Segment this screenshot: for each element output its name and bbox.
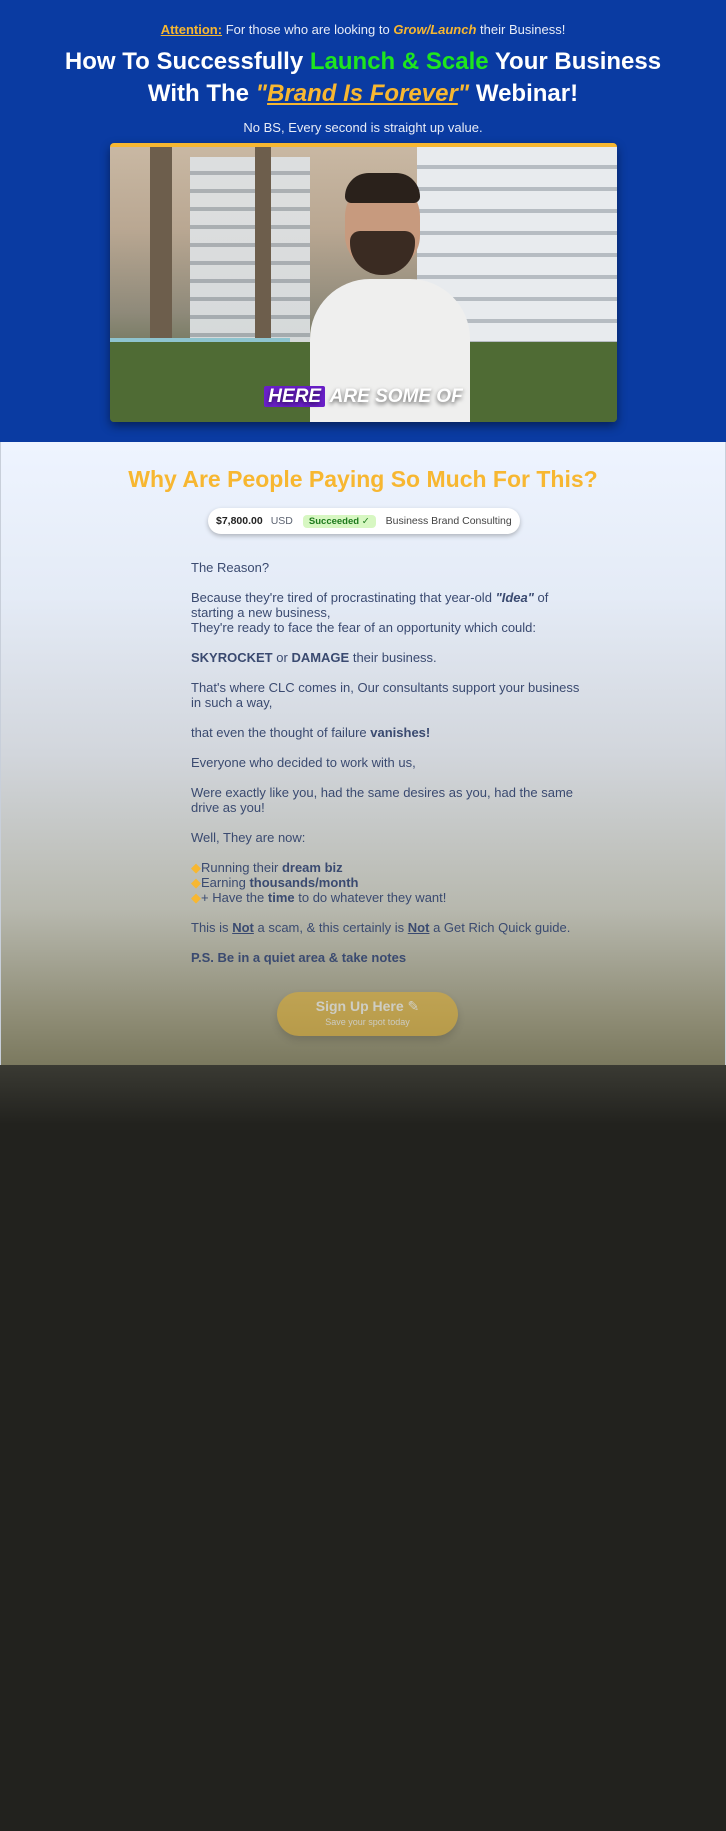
paragraph-now: Well, They are now:: [191, 830, 306, 845]
video-background-building: [190, 157, 310, 357]
payment-amount: $7,800.00: [216, 515, 263, 527]
diamond-icon: ◆: [191, 890, 201, 905]
webinar-video[interactable]: [110, 143, 617, 422]
body-copy: [191, 560, 581, 980]
signup-button[interactable]: [277, 992, 458, 1036]
paragraph-everyone: Everyone who decided to work with us,: [191, 755, 416, 770]
hero-subline: No BS, Every second is straight up value.: [243, 120, 483, 135]
paragraph-procrastinating: Because they're tired of procrastinating that year-old "Idea" of starting a new business, They're ready to face the fear of an opportunity which could:: [191, 590, 549, 635]
headline-part1: How To Successfully: [64, 48, 304, 75]
section-title: Why Are People Paying So Much For This?: [128, 466, 598, 492]
paragraph-like-you: Were exactly like you, had the same desires as you, had the same drive as you!: [191, 785, 574, 815]
video-caption-highlight: HERE: [264, 386, 325, 407]
headline-part3: With The: [147, 80, 249, 107]
paragraph-skyrocket: SKYROCKET or DAMAGE their business.: [191, 650, 437, 665]
list-item: ◆Running their dream biz: [191, 860, 343, 875]
list-item: ◆+ Have the time to do whatever they want!: [191, 890, 447, 905]
hero-section: [0, 0, 726, 442]
paragraph-not-scam: This is Not a scam, & this certainly is Not a Get Rich Quick guide.: [191, 920, 571, 935]
video-caption-rest: ARE SOME OF: [329, 386, 463, 407]
page-headline: How To Successfully Launch & Scale Your Business With The "Brand Is Forever" Webinar!: [64, 48, 662, 107]
payment-status-badge: Succeeded ✓: [303, 515, 376, 528]
attention-text-pre: For those who are looking to: [225, 22, 390, 37]
diamond-icon: ◆: [191, 875, 201, 890]
benefits-list: [191, 860, 581, 905]
ps-note: P.S. Be in a quiet area & take notes: [191, 950, 407, 965]
page-fade: [0, 1065, 726, 1125]
signup-button-sublabel: Save your spot today: [325, 1017, 410, 1027]
payment-currency: USD: [270, 515, 293, 527]
video-caption: [110, 386, 617, 408]
attention-label: Attention:: [160, 22, 223, 37]
why-section: [0, 442, 726, 1065]
headline-brand: Brand Is Forever: [267, 80, 458, 107]
paragraph-clc: That's where CLC comes in, Our consultants support your business in such a way,: [191, 680, 580, 710]
headline-part2: Your Business: [494, 48, 662, 75]
reason-line: The Reason?: [191, 560, 270, 575]
payment-description: Business Brand Consulting: [385, 515, 512, 527]
signup-button-label: Sign Up Here ✎: [315, 998, 420, 1014]
headline-part4: Webinar!: [475, 80, 579, 107]
paragraph-failure: that even the thought of failure vanishes!: [191, 725, 431, 740]
list-item: ◆Earning thousands/month: [191, 875, 359, 890]
attention-text-post: their Business!: [480, 22, 566, 37]
headline-green: Launch & Scale: [309, 48, 489, 75]
attention-highlight: Grow/Launch: [393, 22, 477, 37]
video-presenter: [310, 159, 460, 422]
payment-receipt: [208, 508, 520, 534]
attention-banner: [0, 22, 726, 37]
diamond-icon: ◆: [191, 860, 201, 875]
